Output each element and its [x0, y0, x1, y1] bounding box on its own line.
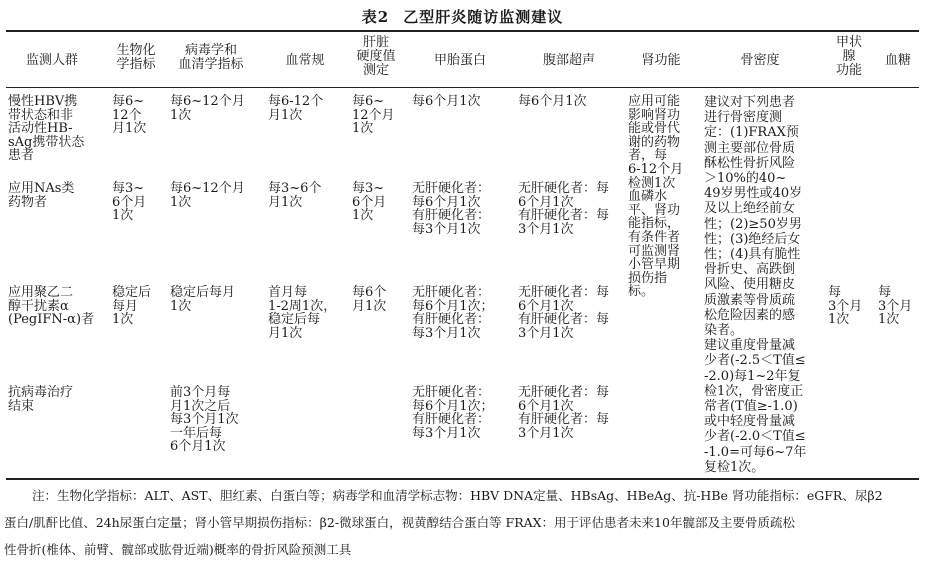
row2-liver: 每3~ 6个月 1次 [352, 181, 387, 224]
header-glucose: 血糖 [884, 53, 911, 68]
header-blood: 血常规 [285, 53, 325, 68]
kidney-cell: 应用可能 影响肾功 能或骨代 谢的药物 者，每 6-12个月 检测1次 血磷水 平、肾功 能指标， 有条件者 可监测肾 小管早期 损伤指 标。 [628, 94, 684, 300]
row3-thyroid: 每 3个月 1次 [828, 285, 863, 328]
row3-biochem: 稳定后 每月 1次 [112, 285, 152, 328]
table-number: 表2 [361, 8, 390, 26]
top-rule [6, 30, 919, 32]
header-thyroid: 甲状 腺 功能 [835, 35, 862, 78]
row3-afp: 无肝硬化者： 每6个月1次； 有肝硬化者： 每3个月1次 [412, 285, 494, 341]
header-liver: 肝脏 硬度值 测定 [356, 35, 396, 78]
row3-virology: 稳定后每月 1次 [170, 285, 236, 314]
row2-group: 应用NAs类 药物者 [8, 181, 75, 210]
header-rule [6, 87, 919, 88]
row3-group: 应用聚乙二 醇干扰素α (PegIFN-α)者 [8, 285, 95, 328]
bottom-rule [6, 478, 919, 480]
header-virology: 病毒学和 血清学指标 [178, 43, 244, 72]
footnote-line: 蛋白/肌酐比值、24h尿蛋白定量；肾小管早期损伤指标：β2-微球蛋白，视黄醇结合蛋白等 FRAX：用于评估患者未来10年髋部及主要骨质疏松 [4, 515, 795, 530]
row4-ultra: 无肝硬化者：每 6个月1次 有肝硬化者：每 3个月1次 [518, 385, 610, 441]
header-group: 监测人群 [25, 53, 78, 68]
header-bone: 骨密度 [740, 53, 780, 68]
row3-glucose: 每 3个月 1次 [878, 285, 913, 328]
row2-virology: 每6~12个月 1次 [170, 181, 245, 210]
footnote-line: 注：生物化学指标：ALT、AST、胆红素、白蛋白等；病毒学和血清学标志物：HBV DNA定量、HBsAg、HBeAg、抗-HBe 肾功能指标：eGFR、尿β2 [32, 488, 883, 503]
row4-virology: 前3个月每 月1次之后 每3个月1次 一年后每 6个月1次 [170, 385, 239, 455]
row2-biochem: 每3~ 6个月 1次 [112, 181, 147, 224]
table-title [0, 6, 925, 27]
row2-ultra: 无肝硬化者：每 6个月1次 有肝硬化者：每 3个月1次 [518, 181, 610, 237]
table-caption: 乙型肝炎随访监测建议 [403, 8, 564, 26]
row1-virology: 每6~12个月 1次 [170, 94, 245, 123]
header-afp: 甲胎蛋白 [433, 53, 486, 68]
row1-ultra: 每6个月1次 [518, 94, 587, 109]
row2-blood: 每3~6个 月1次 [268, 181, 322, 210]
row2-afp: 无肝硬化者： 每6个月1次 有肝硬化者： 每3个月1次 [412, 181, 491, 237]
row1-liver: 每6~ 12个月 1次 [352, 94, 395, 137]
header-biochem: 生物化 学指标 [116, 43, 156, 72]
row1-afp: 每6个月1次 [412, 94, 481, 109]
row4-afp: 无肝硬化者： 每6个月1次； 有肝硬化者： 每3个月1次 [412, 385, 494, 441]
footnote-line: 性骨折(椎体、前臂、髋部或肱骨近端)概率的骨折风险预测工具 [4, 542, 352, 557]
row3-blood: 首月每 1-2周1次， 稳定后每 月1次 [268, 285, 337, 341]
header-ultra: 腹部超声 [542, 53, 595, 68]
row1-group: 慢性HBV携 带状态和非 活动性HB- sAg携带状态 患者 [8, 94, 85, 164]
row4-group: 抗病毒治疗 结束 [8, 385, 74, 414]
row1-biochem: 每6~ 12个 月1次 [112, 94, 147, 137]
row3-ultra: 无肝硬化者：每 6个月1次 有肝硬化者：每 3个月1次 [518, 285, 610, 341]
row3-liver: 每6个 月1次 [352, 285, 387, 314]
bone-density-cell: 建议对下列患者 进行骨密度测 定：(1)FRAX预 测主要部位骨质 酥松性骨折风险 ＞10%的40~ 49岁男性或40岁 及以上绝经前女 性；(2)≥50岁男 性；(3)绝经后女 性；(4)具有脆性 骨折史、高跌倒 风险、使用糖皮 质激素等骨质疏 松危险因素的感 染者。 建议重度骨量减 少者(-2.5＜T值≤ -2.0)每1~2年复 检1次，骨密度正 常者(T值≥-1.0) 或中轻度骨量减 少者(-2.0＜T值≤ -1.0=可每6~7年 复检1次。 [704, 95, 807, 475]
row1-blood: 每6-12个 月1次 [268, 94, 324, 123]
header-kidney: 肾功能 [641, 53, 681, 68]
